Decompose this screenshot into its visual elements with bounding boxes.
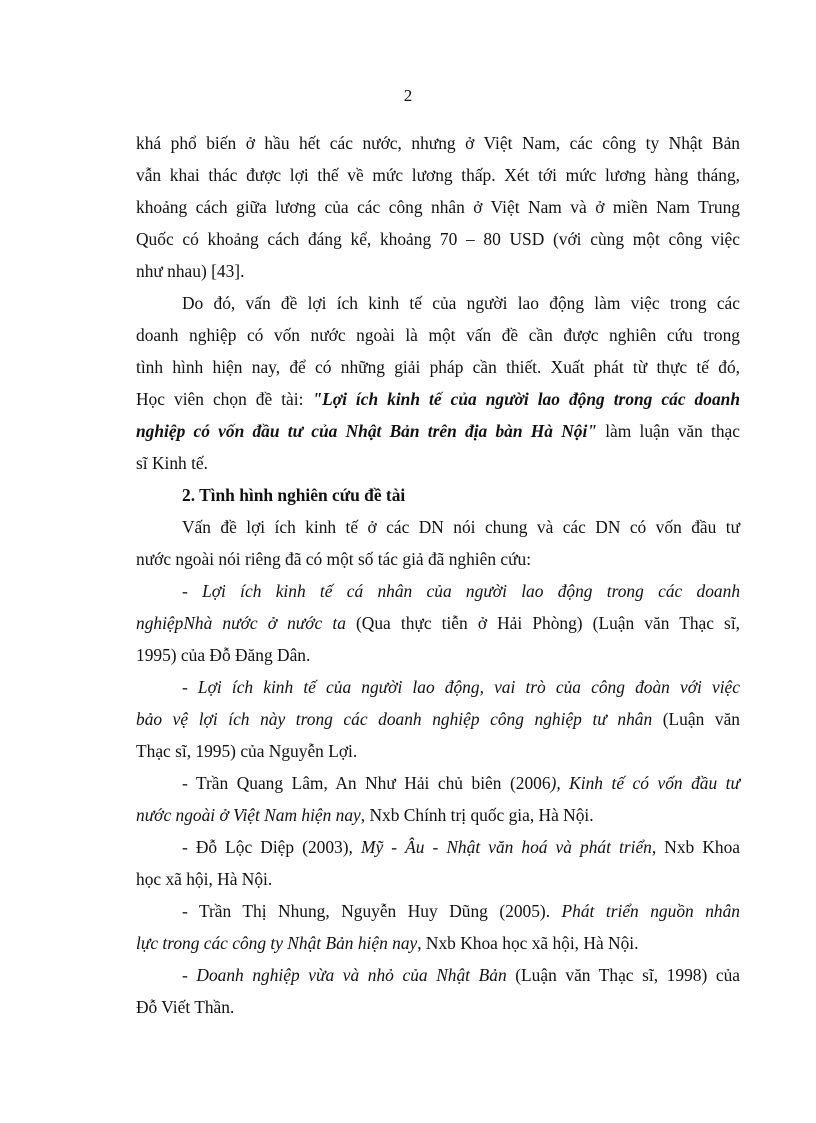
text-line: nước ngoài nói riêng đã có một số tác giả đã nghiên cứu:	[136, 549, 532, 569]
text-span: , Nxb Chính trị quốc gia, Hà Nội.	[360, 805, 594, 825]
text-span: -	[182, 581, 203, 601]
text-line: Thạc sĩ, 1995) của Nguyễn Lợi.	[136, 741, 358, 761]
reference-item	[182, 960, 740, 990]
page-number: 2	[403, 86, 413, 105]
text-span: (Luận văn	[652, 709, 740, 729]
text-line	[136, 928, 740, 958]
text-span: bảo vệ lợi ích này trong các doanh nghiệp công nghiệp tư nhân	[136, 709, 653, 729]
text-line	[136, 608, 740, 638]
text-line: Vấn đề lợi ích kinh tế ở các DN nói chung và các DN có vốn đầu tư	[182, 517, 740, 537]
thesis-title-part: "Lợi ích kinh tế của người lao động trong các doanh	[312, 389, 740, 409]
text-line: Quốc có khoảng cách đáng kể, khoảng 70 – 80 USD (với cùng một công việc	[136, 229, 740, 249]
text-line	[136, 800, 740, 830]
text-line	[136, 416, 740, 446]
reference-item	[182, 832, 740, 862]
text-line: vẫn khai thác được lợi thế về mức lương thấp. Xét tới mức lương hàng tháng,	[136, 165, 740, 185]
text-line	[136, 704, 740, 734]
text-line: sĩ Kinh tế.	[136, 453, 208, 473]
reference-item	[182, 896, 740, 926]
section-heading: 2. Tình hình nghiên cứu đề tài	[182, 485, 406, 505]
text-line: Do đó, vấn đề lợi ích kinh tế của người lao động làm việc trong các	[182, 293, 740, 313]
text-span: làm luận văn thạc	[596, 421, 740, 441]
text-line: Đỗ Viết Thần.	[136, 997, 235, 1017]
text-line: như nhau) [43].	[136, 261, 245, 281]
text-line	[136, 384, 740, 414]
text-span: - Doanh nghiệp vừa và nhỏ của Nhật Bản	[182, 965, 507, 985]
text-span: - Đỗ Lộc Diệp (2003),	[182, 837, 361, 857]
text-span: ), Kinh tế có vốn đầu tư	[550, 773, 740, 793]
text-line: tình hình hiện nay, để có những giải pháp cần thiết. Xuất phát từ thực tế đó,	[136, 357, 740, 377]
text-line: học xã hội, Hà Nội.	[136, 869, 273, 889]
reference-item: - Lợi ích kinh tế của người lao động, vai trò của công đoàn với việc	[182, 677, 740, 697]
text-span: Mỹ - Âu - Nhật văn hoá và phát triển	[360, 837, 652, 857]
text-span: (Luận văn Thạc sĩ, 1998) của	[506, 965, 740, 985]
text-span: - Trần Thị Nhung, Nguyễn Huy Dũng (2005).	[182, 901, 562, 921]
text-span: nước ngoài ở Việt Nam hiện nay	[136, 805, 361, 825]
text-span: lực trong các công ty Nhật Bản hiện nay	[136, 933, 418, 953]
text-line: khoảng cách giữa lương của các công nhân ở Việt Nam và ở miền Nam Trung	[136, 197, 740, 217]
reference-item	[182, 768, 740, 798]
text-span: (Qua thực tiễn ở Hải Phòng) (Luận văn Thạc sĩ,	[345, 613, 741, 633]
text-span: Lợi ích kinh tế cá nhân của người lao động trong các doanh	[202, 581, 741, 601]
text-span: Học viên chọn đề tài:	[136, 389, 313, 409]
text-span: - Trần Quang Lâm, An Như Hải chủ biên (2006	[182, 773, 551, 793]
text-span: Phát triển nguồn nhân	[561, 901, 740, 921]
text-span: nghiệpNhà nước ở nước ta	[136, 613, 346, 633]
text-span: , Nxb Khoa học xã hội, Hà Nội.	[417, 933, 639, 953]
text-line: 1995) của Đỗ Đăng Dân.	[136, 645, 311, 665]
text-span: , Nxb Khoa	[651, 837, 740, 857]
text-line: doanh nghiệp có vốn nước ngoài là một vấn đề cần được nghiên cứu trong	[136, 325, 740, 345]
reference-item	[182, 576, 740, 606]
thesis-title-part: nghiệp có vốn đầu tư của Nhật Bản trên địa bàn Hà Nội"	[136, 421, 597, 441]
text-line: khá phổ biến ở hầu hết các nước, nhưng ở Việt Nam, các công ty Nhật Bản	[136, 133, 740, 153]
